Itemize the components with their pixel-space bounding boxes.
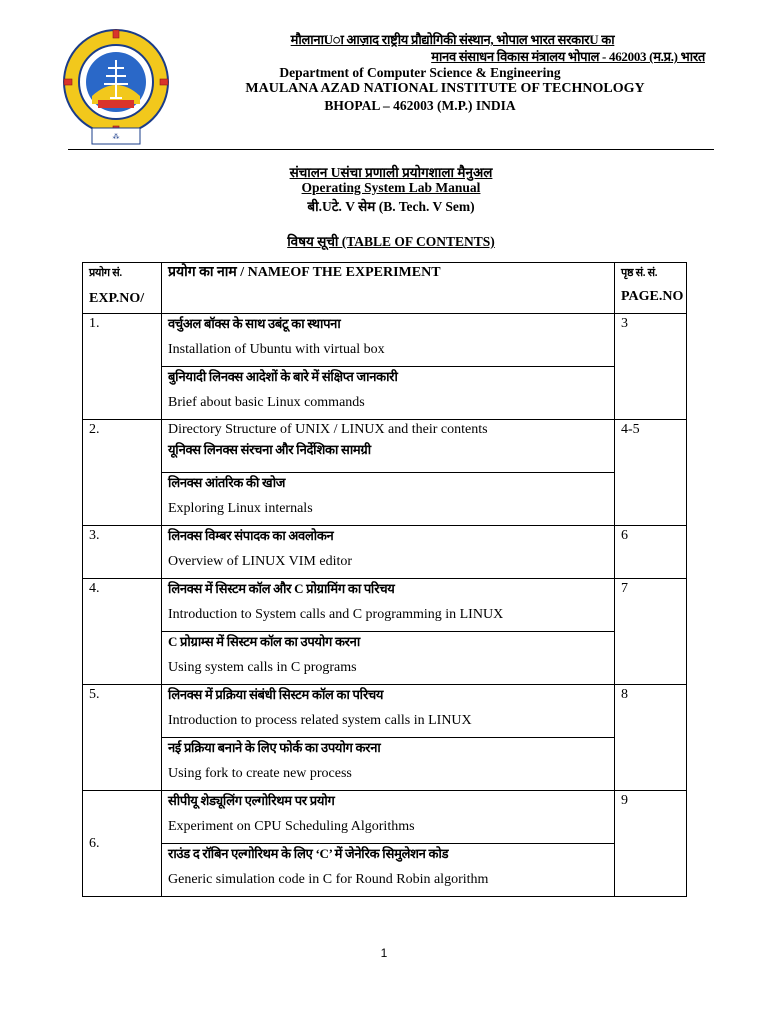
table-row — [83, 579, 687, 632]
table-row — [83, 526, 687, 579]
page-no: 4-5 — [615, 420, 687, 526]
experiment-cell: नई प्रक्रिया बनाने के लिए फोर्क का उपयोग करना Using fork to create new process — [162, 738, 615, 791]
page-no: 8 — [615, 685, 687, 791]
table-row — [83, 791, 687, 844]
institute-logo — [62, 24, 170, 148]
department-name: Department of Computer Science & Engineering — [279, 65, 561, 80]
page-number: 1 — [380, 946, 388, 960]
table-row — [83, 420, 687, 473]
page-no: 9 — [615, 791, 687, 897]
page-no: 7 — [615, 579, 687, 685]
manual-hindi-title: संचालन Uसंचा प्रणाली प्रयोगशाला मैनुअल — [289, 165, 493, 180]
header-hindi-line-1: मौलानाUा आज़ाद राष्ट्रीय प्रौद्योगिकी संस्थान, भोपाल भारत सरकारU का — [290, 32, 615, 47]
manual-title: Operating System Lab Manual — [301, 180, 481, 195]
toc-heading: विषय सूची (TABLE OF CONTENTS) — [287, 234, 495, 249]
table-row — [83, 473, 687, 526]
toc-table — [82, 262, 687, 897]
table-row — [83, 632, 687, 685]
experiment-cell: वर्चुअल बॉक्स के साथ उबंटू का स्थापना Installation of Ubuntu with virtual box — [162, 314, 615, 367]
header-experiment-name: प्रयोग का नाम / NAMEOF THE EXPERIMENT — [162, 263, 615, 314]
page-no: 3 — [615, 314, 687, 420]
experiment-cell: सीपीयू शेड्यूलिंग एल्गोरिथम पर प्रयोग Experiment on CPU Scheduling Algorithms — [162, 791, 615, 844]
toc-header-row — [83, 263, 687, 314]
semester-label: बी.Uटे. V सेम (B. Tech. V Sem) — [307, 199, 475, 214]
table-row — [83, 314, 687, 367]
experiment-cell: लिनक्स में प्रक्रिया संबंधी सिस्टम कॉल का परिचय Introduction to process related system calls in LINUX — [162, 685, 615, 738]
page-no: 6 — [615, 526, 687, 579]
experiment-cell: C प्रोग्राम्स में सिस्टम कॉल का उपयोग करना Using system calls in C programs — [162, 632, 615, 685]
exp-no: 5. — [83, 685, 162, 791]
experiment-cell: लिनक्स विम्बर संपादक का अवलोकन Overview of LINUX VIM editor — [162, 526, 615, 579]
exp-no: 3. — [83, 526, 162, 579]
exp-no: 2. — [83, 420, 162, 526]
header-page-no: पृष्ठ सं. सं. PAGE.NO — [615, 263, 687, 314]
experiment-cell: लिनक्स में सिस्टम कॉल और C प्रोग्रामिंग का परिचय Introduction to System calls and C programming in LINUX — [162, 579, 615, 632]
header-divider — [68, 149, 714, 150]
experiment-cell: राउंड द रॉबिन एल्गोरिथम के लिए ‘C’ में जेनेरिक सिमुलेशन कोड Generic simulation code in C for Round Robin algorithm — [162, 844, 615, 897]
header-exp-no: प्रयोग सं. EXP.NO/ — [83, 263, 162, 314]
table-row — [83, 844, 687, 897]
institute-name: MAULANA AZAD NATIONAL INSTITUTE OF TECHNOLOGY — [245, 81, 645, 96]
experiment-cell: बुनियादी लिनक्स आदेशों के बारे में संक्षिप्त जानकारी Brief about basic Linux commands — [162, 367, 615, 420]
exp-no: 1. — [83, 314, 162, 420]
institute-address: BHOPAL – 462003 (M.P.) INDIA — [324, 98, 516, 113]
svg-text:⁂: ⁂ — [112, 133, 120, 141]
table-row — [83, 738, 687, 791]
table-row — [83, 367, 687, 420]
experiment-cell: Directory Structure of UNIX / LINUX and their contents यूनिक्स लिनक्स संरचना और निर्देशिका सामग्री — [162, 420, 615, 473]
header-hindi-line-2: मानव संसाधन विकास मंत्रालय भोपाल - 462003 (म.प्र.) भारत — [431, 49, 705, 64]
table-row — [83, 685, 687, 738]
experiment-cell: लिनक्स आंतरिक की खोज Exploring Linux internals — [162, 473, 615, 526]
exp-no: 6. — [83, 791, 162, 897]
exp-no: 4. — [83, 579, 162, 685]
